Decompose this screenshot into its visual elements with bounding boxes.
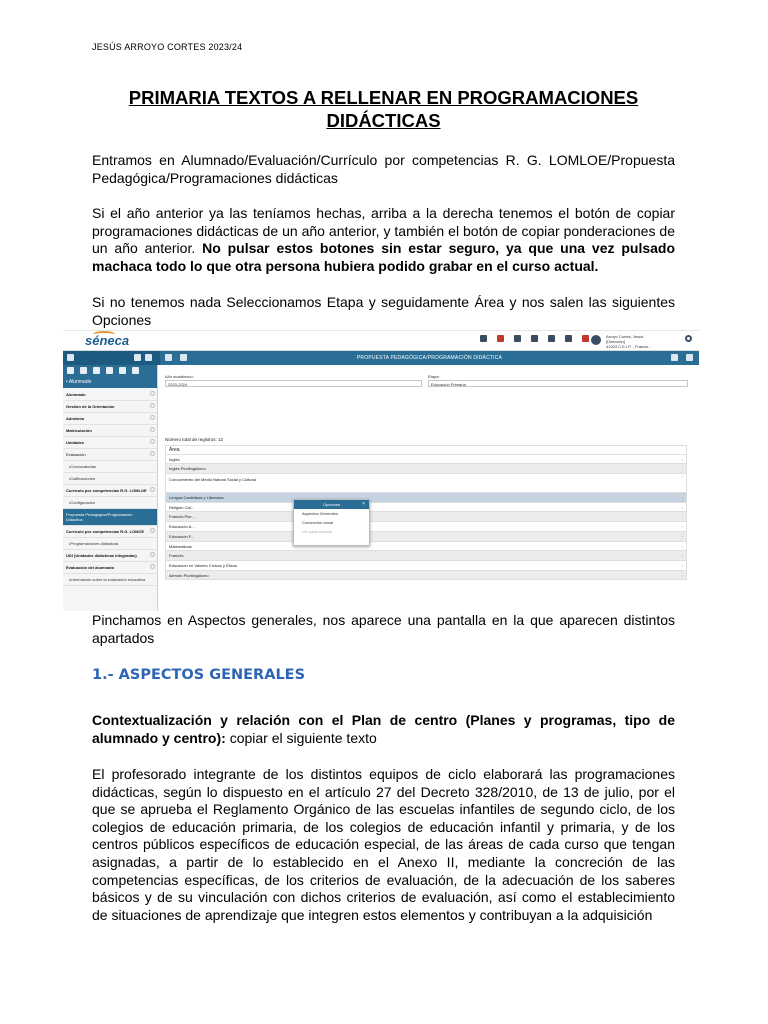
copy-programming-icon[interactable] [671, 354, 678, 361]
notifications-icon[interactable] [497, 335, 504, 342]
sidebar-item[interactable]: Admisión [63, 413, 157, 425]
phone-icon[interactable] [565, 335, 572, 342]
table-cell: Educación F... [169, 533, 195, 539]
popup-item-aspectos-generales[interactable]: Aspectos Generales [302, 511, 339, 516]
top-icons [480, 335, 589, 342]
seneca-screenshot [63, 330, 699, 611]
table-row[interactable] [165, 561, 687, 571]
document-title: PRIMARIA TEXTOS A RELLENAR EN PROGRAMACIONES DIDÁCTICAS [128, 87, 639, 131]
main-panel [160, 365, 699, 611]
chevron-right-icon: › [681, 543, 683, 549]
home-icon[interactable] [480, 335, 487, 342]
folder-icon[interactable] [514, 335, 521, 342]
search-icon[interactable] [134, 354, 141, 361]
menu-dots-icon[interactable] [67, 354, 74, 361]
chevron-right-icon: › [681, 504, 683, 510]
paragraph-navigation-path: Entramos en Alumnado/Evaluación/Currículo por competencias R. G. LOMLOE/Propuesta Pedagógica/Programaciones didácticas [92, 152, 675, 186]
seneca-logo: séneca [85, 333, 130, 348]
copy-warning-bold: No pulsar estos botones sin estar seguro, ya que una vez pulsado machaca todo lo que otra persona hubiera podido grabar en el curso actual. [92, 240, 676, 274]
sidebar-menu [63, 389, 157, 586]
paragraph-contextualizacion [92, 712, 675, 747]
sidebar-item[interactable]: UDI (Unidades didácticas integradas) [63, 550, 157, 562]
help-icon[interactable] [132, 367, 139, 374]
chevron-right-icon: › [681, 456, 683, 462]
table-row[interactable] [165, 474, 687, 493]
table-row[interactable] [165, 542, 687, 552]
document-icon[interactable] [548, 335, 555, 342]
table-row[interactable] [165, 503, 687, 513]
expand-icon[interactable] [150, 528, 155, 533]
link-icon[interactable] [119, 367, 126, 374]
page-title: PROPUESTA PEDAGÓGICA/PROGRAMACIÓN DIDÁCTICA [356, 355, 503, 361]
sidebar-item[interactable]: •Calificaciones [63, 473, 157, 485]
popup-item-ver-imprimir[interactable]: Ver para imprimir [302, 529, 333, 534]
document-header: JESÚS ARROYO CORTES 2023/24 [92, 42, 243, 52]
collapse-icon[interactable] [106, 367, 113, 374]
table-cell: Conocimiento del Medio Natural Social y Cultural [169, 477, 256, 483]
popup-header [294, 500, 369, 509]
paragraph-profesorado: El profesorado integrante de los distintos equipos de ciclo elaborará las programaciones didácticas, según lo dispuesto en el artículo 27 del Decreto 328/2010, de 13 de julio, por el que se aprueba el Reglamento Orgánico de las escuelas infantiles de segundo ciclo, de los colegios de educación primaria, de los colegios de educación infantil y primaria, y de los centros públicos específicos de educación especial, de las áreas de cada curso que tengan asignadas, a partir de lo establecido en el Anexo II, mediante la concreción de las competencias específicas, de los criterios de evaluación, de la adecuación de los saberes básicos y de su vinculación con dichos criterios de evaluación, así como el establecimiento de situaciones de aprendizaje que integren estos elementos y contribuyan a la adquisición [92, 766, 675, 923]
back-icon[interactable] [686, 354, 693, 361]
chevron-right-icon: › [681, 514, 683, 520]
copy-instructions-text: Si el año anterior ya las teníamos hechas, arriba a la derecha tenemos el botón de copiar programaciones didácticas de un año anterior, y también el botón de copiar ponderaciones de un año anterior. [92, 205, 675, 257]
chevron-right-icon: › [681, 474, 683, 480]
table-cell: Educación en Valores Cívicos y Éticos [169, 562, 237, 568]
year-select[interactable]: 2023-2024 [165, 380, 422, 387]
table-row[interactable] [165, 532, 687, 542]
sidebar-item[interactable]: Gestión de la Orientación [63, 401, 157, 413]
close-icon[interactable]: × [362, 501, 365, 507]
table-cell: Alemán Plurilingüismo [169, 572, 209, 578]
paragraph-aspectos-intro: Pinchamos en Aspectos generales, nos aparece una pantalla en la que aparecen distintos apartados [92, 612, 675, 646]
chevron-right-icon: › [681, 524, 683, 530]
chevron-right-icon: › [681, 553, 683, 559]
print-icon[interactable] [531, 335, 538, 342]
options-popup [293, 499, 370, 546]
chevron-right-icon: › [681, 572, 683, 578]
expand-icon[interactable] [150, 427, 155, 432]
paragraph-copy-warning [92, 205, 675, 275]
table-header: Área [165, 445, 687, 455]
chevron-right-icon: › [681, 533, 683, 539]
sidebar-section-alumnado[interactable]: • Alumnado [63, 377, 157, 388]
sidebar-item[interactable]: •Convocatorias [63, 461, 157, 473]
expand-icon[interactable] [150, 564, 155, 569]
table-row[interactable] [165, 522, 687, 532]
stage-label: Etapa: [428, 374, 440, 379]
sidebar-item[interactable]: •Programaciones didácticas [63, 538, 157, 550]
table-cell: Matemáticas [169, 543, 192, 549]
power-icon[interactable] [582, 335, 589, 342]
expand-icon[interactable] [150, 439, 155, 444]
table-cell: Inglés [169, 456, 180, 462]
chevron-right-icon: › [681, 495, 683, 501]
sidebar-item[interactable]: •Configuración [63, 497, 157, 509]
area-table [165, 445, 687, 580]
gear-icon[interactable] [685, 335, 692, 342]
table-row[interactable] [165, 512, 687, 522]
chevron-right-icon: › [681, 562, 683, 568]
contextualizacion-bold: Contextualización y relación con el Plan de centro (Planes y programas, tipo de alumnado y centro): [92, 712, 675, 746]
table-row[interactable] [165, 455, 687, 465]
table-row[interactable] [165, 493, 687, 503]
expand-icon[interactable] [150, 487, 155, 492]
contextualizacion-text: copiar el siguiente texto [229, 729, 377, 746]
popup-item-concrecion-anual[interactable]: Concreción anual [302, 520, 334, 525]
records-count: Número total de registros: 12 [165, 437, 224, 442]
expand-icon[interactable] [150, 415, 155, 420]
sidebar-item[interactable]: Matriculación [63, 425, 157, 437]
year-label: Año académico: [165, 374, 194, 379]
list-icon[interactable] [67, 367, 74, 374]
sidebar-item[interactable]: Propuesta Pedagógica/Programación Didáctica [63, 509, 157, 526]
users-icon[interactable] [93, 367, 100, 374]
expand-icon[interactable] [150, 403, 155, 408]
bolt-icon[interactable] [145, 354, 152, 361]
user-name: Arroyo Cortes, Jesús [Dirección] 41003 C.E.I.P. - Francis... [606, 334, 652, 349]
card-icon[interactable] [80, 367, 87, 374]
expand-icon[interactable] [150, 451, 155, 456]
seneca-topbar [63, 331, 699, 351]
table-cell: Lengua Castellana y Literatura [169, 495, 224, 501]
table-row[interactable] [165, 571, 687, 581]
table-cell: Religión Cat... [169, 504, 195, 510]
sidebar-item[interactable]: Currículo por competencias R.G. LOMCE [63, 526, 157, 538]
table-cell: Francés Plur... [169, 514, 195, 520]
table-row[interactable] [165, 464, 687, 474]
paragraph-select-stage: Si no tenemos nada Seleccionamos Etapa y seguidamente Área y nos salen las siguientes Opciones [92, 294, 675, 328]
section-heading: 1.- ASPECTOS GENERALES [92, 667, 306, 683]
user-avatar-icon [591, 335, 601, 345]
sidebar-item[interactable]: Alumnado [63, 389, 157, 401]
sidebar-item[interactable]: Unidades [63, 437, 157, 449]
expand-icon[interactable] [150, 391, 155, 396]
table-row[interactable] [165, 551, 687, 561]
sidebar-item[interactable]: Currículo por competencias R.G. LOMLOE [63, 485, 157, 497]
popup-title: Opciones [323, 502, 340, 507]
table-cell: Educación A... [169, 524, 195, 530]
chevron-right-icon: › [681, 466, 683, 472]
table-cell: Francés [169, 553, 184, 559]
table-cell: Inglés Plurilingüismo [169, 466, 206, 472]
sidebar-item[interactable]: Evaluación del alumnado [63, 562, 157, 574]
expand-icon[interactable] [150, 552, 155, 557]
stage-select[interactable]: Educación Primaria [428, 380, 688, 387]
sidebar-item[interactable]: •Información sobre la evaluación educativa [63, 574, 157, 586]
sidebar-item[interactable]: Evaluación [63, 449, 157, 461]
